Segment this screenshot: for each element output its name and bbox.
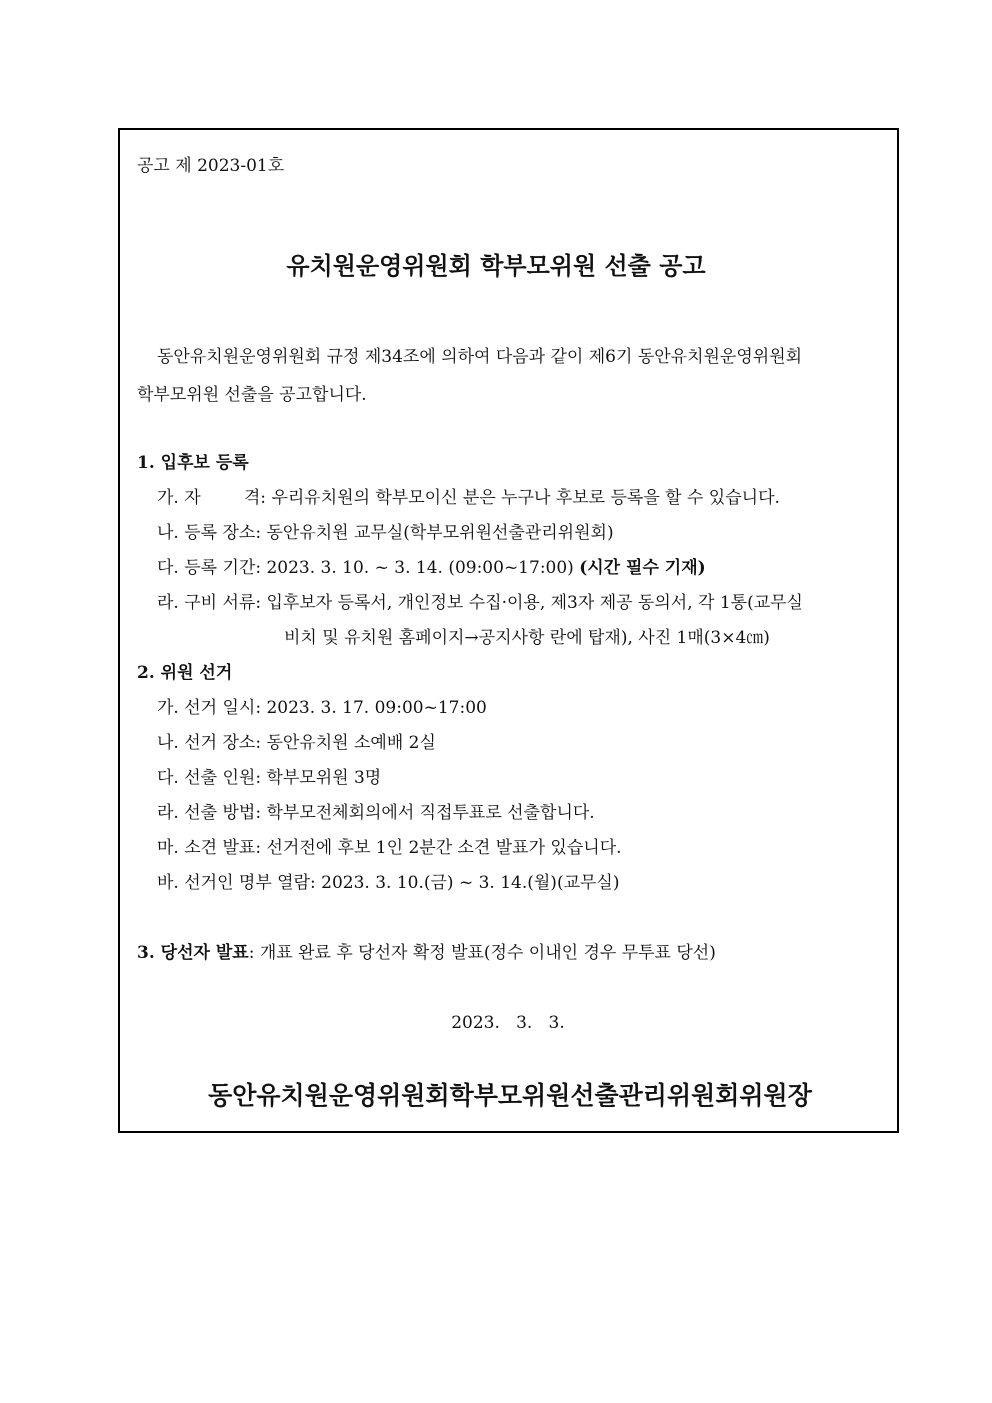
item-label: 라. 선출 방법: [157,803,262,823]
notice-number: 공고 제 2023-01호 [137,156,285,176]
signer: 동안유치원운영위원회학부모위원선출관리위원회위원장 [208,1081,812,1110]
section2-item-place [157,732,436,754]
document-title: 유치원운영위원회 학부모위원 선출 공고 [286,251,706,280]
item-label: 다. 등록 기간: [157,558,262,578]
item-label: 바. 선거인 명부 열람: [157,873,316,893]
item-label: 나. 등록 장소: [157,523,262,543]
section2-item-voter-list [157,872,619,894]
section1-heading: 1. 입후보 등록 [137,453,249,473]
item-text: 우리유치원의 학부모이신 분은 누구나 후보로 등록을 할 수 있습니다. [271,488,780,508]
section2-heading: 2. 위원 선거 [137,663,233,683]
item-label: 가. 자 격: [157,488,267,508]
intro-line-1: 동안유치원운영위원회 규정 제34조에 의하여 다음과 같이 제6기 동안유치원운영위원회 [157,347,803,367]
item-label: 라. 구비 서류: [157,593,262,613]
section1-item-documents-continuation: 비치 및 유치원 홈페이지→공지사항 란에 탑재), 사진 1매(3×4㎝) [284,628,770,648]
item-text: 선거전에 후보 1인 2분간 소견 발표가 있습니다. [266,838,622,858]
item-label: 가. 선거 일시: [157,698,262,718]
item-label: 다. 선출 인원: [157,768,262,788]
section2-item-speech [157,837,622,859]
item-text: 2023. 3. 10.(금) ~ 3. 14.(월)(교무실) [321,873,620,893]
section3 [137,942,716,964]
section1-item-qualification [157,487,780,509]
section3-heading: 3. 당선자 발표 [137,943,249,963]
item-text: 2023. 3. 10. ~ 3. 14. (09:00~17:00) [266,558,574,578]
intro-line-2: 학부모위원 선출을 공고합니다. [137,385,367,405]
section1-item-place [157,522,614,544]
section1-item-period [157,557,706,579]
item-emphasis: (시간 필수 기재) [579,558,706,578]
item-text: 동안유치원 소예배 2실 [266,733,436,753]
section1-item-documents [157,592,803,614]
item-text: 학부모위원 3명 [266,768,382,788]
section3-text: : 개표 완료 후 당선자 확정 발표(정수 이내인 경우 무투표 당선) [248,943,716,963]
section2-item-date [157,697,487,719]
item-text: 학부모전체회의에서 직접투표로 선출합니다. [266,803,595,823]
item-label: 마. 소견 발표: [157,838,262,858]
notice-date: 2023. 3. 3. [451,1013,565,1033]
item-text: 입후보자 등록서, 개인정보 수집·이용, 제3자 제공 동의서, 각 1통(교무실 [266,593,803,613]
section2-item-count [157,767,381,789]
item-text: 2023. 3. 17. 09:00~17:00 [266,698,487,718]
section2-item-method [157,802,595,824]
item-label: 나. 선거 장소: [157,733,262,753]
item-text: 동안유치원 교무실(학부모위원선출관리위원회) [266,523,614,543]
